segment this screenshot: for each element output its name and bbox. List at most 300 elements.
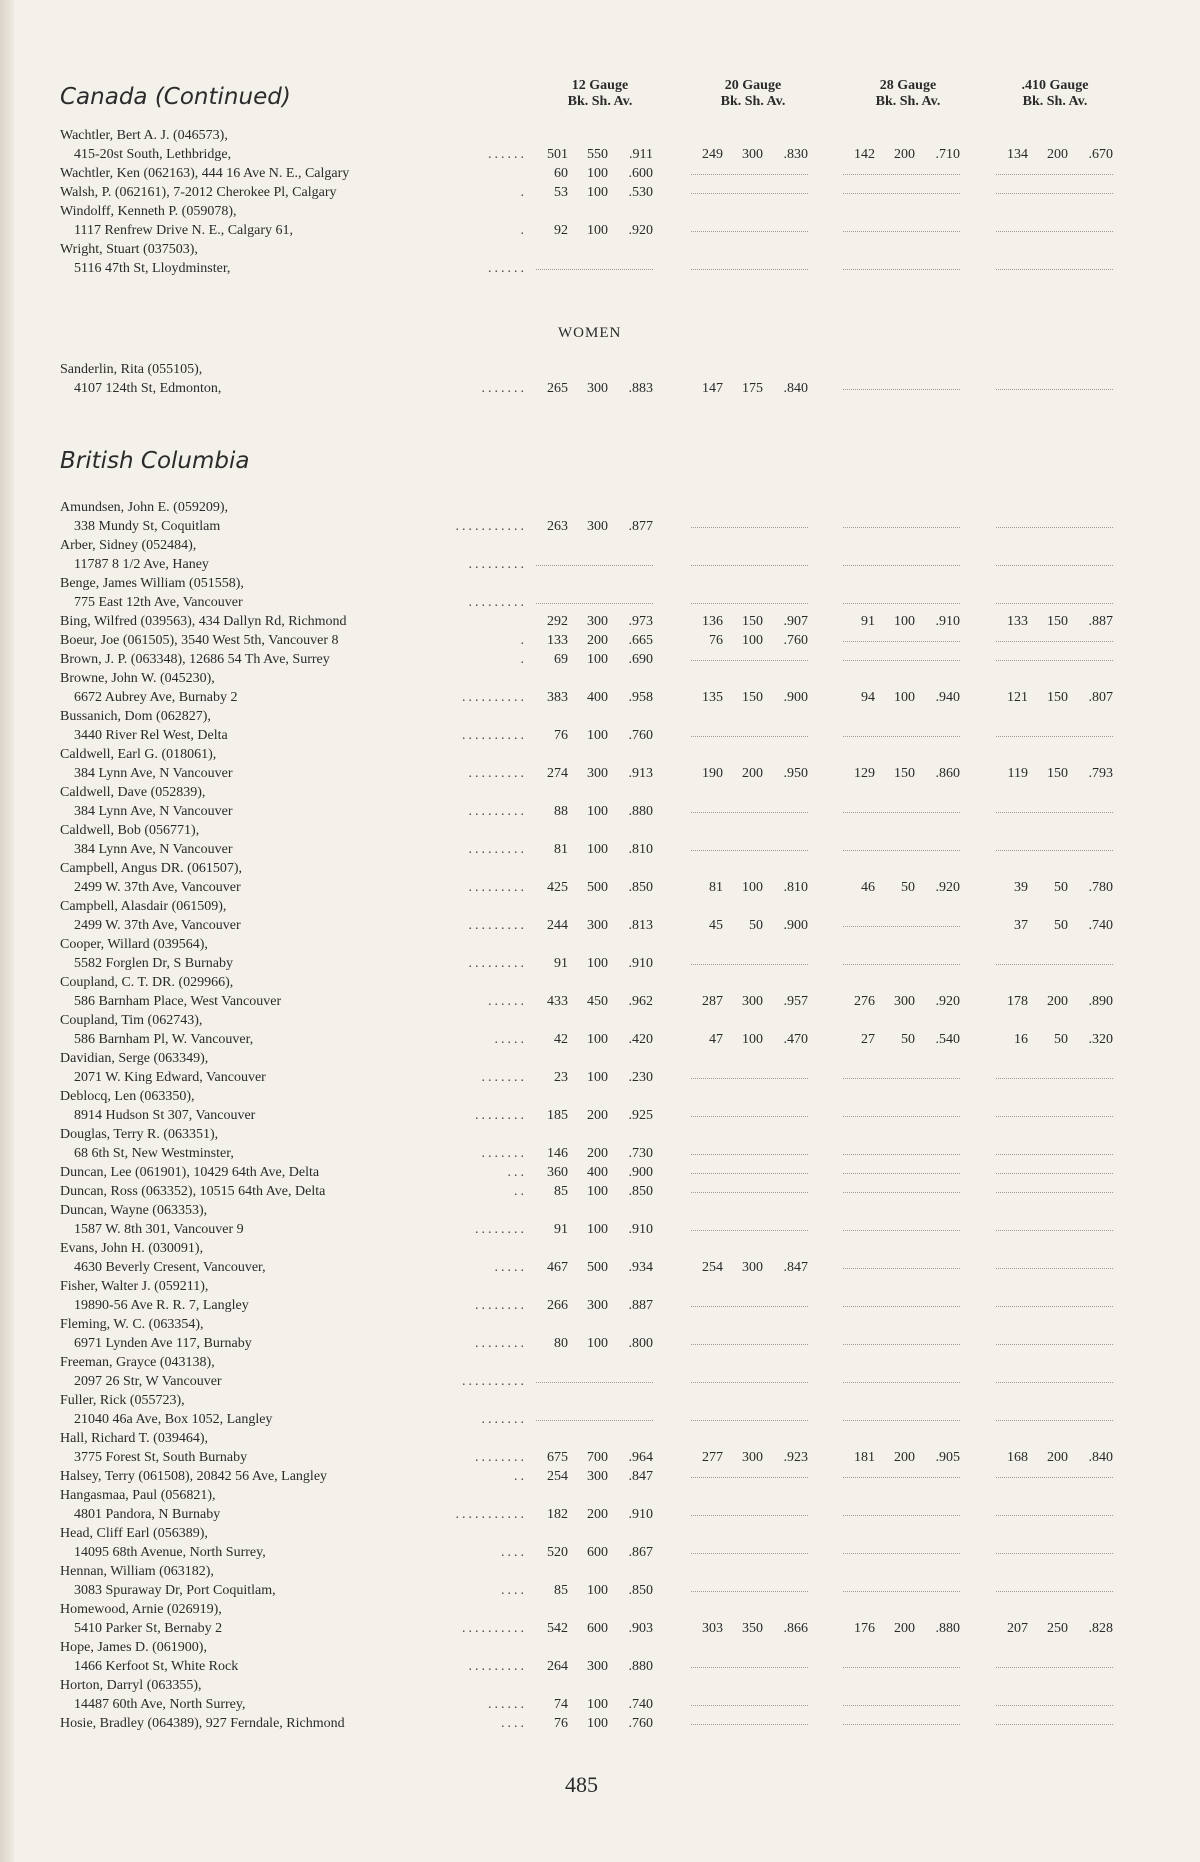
score-broken: 76 [554, 728, 568, 743]
leader-dots: ......... [468, 880, 527, 895]
score-shot: 175 [742, 381, 763, 396]
score-average: .780 [1088, 880, 1113, 895]
empty-score-placeholder [843, 1477, 960, 1478]
score-broken: 520 [547, 1545, 568, 1560]
empty-score-placeholder [691, 1724, 808, 1725]
score-average: .760 [628, 728, 653, 743]
entry-name: Fleming, W. C. (063354), [60, 1317, 204, 1332]
empty-score-placeholder [691, 231, 808, 232]
leader-dots: .. [514, 1184, 527, 1199]
score-average: .600 [628, 166, 653, 181]
entry-scores [0, 1507, 1200, 1526]
empty-score-placeholder [691, 850, 808, 851]
empty-score-placeholder [536, 269, 653, 270]
entry-scores [0, 766, 1200, 785]
score-broken: 74 [554, 1697, 568, 1712]
entry-name: Deblocq, Len (063350), [60, 1089, 195, 1104]
empty-score-placeholder [996, 193, 1113, 194]
score-shot: 100 [894, 614, 915, 629]
score-broken: 249 [702, 147, 723, 162]
score-shot: 400 [587, 1165, 608, 1180]
entry-name: Wright, Stuart (037503), [60, 242, 198, 257]
empty-score-placeholder [843, 174, 960, 175]
score-average: .760 [628, 1716, 653, 1731]
entry-scores [0, 994, 1200, 1013]
empty-score-placeholder [843, 926, 960, 927]
leader-dots: ......... [468, 804, 527, 819]
score-average: .900 [628, 1165, 653, 1180]
score-broken: 178 [1007, 994, 1028, 1009]
entry-scores [0, 1260, 1200, 1279]
leader-dots: ... [507, 1165, 527, 1180]
empty-score-placeholder [996, 1591, 1113, 1592]
list-item [0, 1089, 1200, 1127]
score-shot: 150 [894, 766, 915, 781]
list-item [0, 1678, 1200, 1716]
leader-dots: ....... [481, 381, 527, 396]
entry-name: Halsey, Terry (061508), 20842 56 Ave, Langley [60, 1469, 328, 1484]
empty-score-placeholder [691, 527, 808, 528]
entry-scores [0, 1184, 1200, 1203]
score-broken: 119 [1007, 766, 1028, 781]
score-average: .920 [935, 880, 960, 895]
score-shot: 100 [587, 185, 608, 200]
empty-score-placeholder [843, 389, 960, 390]
leader-dots: ........ [475, 1450, 527, 1465]
empty-score-placeholder [691, 1477, 808, 1478]
score-average: .920 [935, 994, 960, 1009]
empty-score-placeholder [691, 1078, 808, 1079]
score-shot: 300 [587, 1298, 608, 1313]
entry-name: Wachtler, Bert A. J. (046573), [60, 128, 228, 143]
entry-scores [0, 1716, 1200, 1735]
score-shot: 100 [587, 842, 608, 857]
empty-score-placeholder [691, 1420, 808, 1421]
gauge-title: 12 Gauge [571, 78, 629, 93]
score-average: .850 [628, 1583, 653, 1598]
score-shot: 400 [587, 690, 608, 705]
entry-name: Hall, Richard T. (039464), [60, 1431, 209, 1446]
entry-address: 14095 68th Avenue, North Surrey, [74, 1545, 266, 1560]
entry-scores [0, 1165, 1200, 1184]
empty-score-placeholder [996, 527, 1113, 528]
empty-score-placeholder [691, 964, 808, 965]
score-average: .913 [628, 766, 653, 781]
entry-address: 384 Lynn Ave, N Vancouver [74, 842, 233, 857]
leader-dots: ....... [481, 1146, 527, 1161]
entry-scores [0, 147, 1200, 166]
score-shot: 300 [894, 994, 915, 1009]
entry-address: 415-20st South, Lethbridge, [74, 147, 232, 162]
section-title-british-columbia: British Columbia [60, 448, 250, 474]
leader-dots: .......... [462, 728, 527, 743]
score-shot: 100 [587, 1583, 608, 1598]
leader-dots: .... [501, 1583, 527, 1598]
entry-address: 68 6th St, New Westminster, [74, 1146, 234, 1161]
empty-score-placeholder [691, 565, 808, 566]
entry-address: 384 Lynn Ave, N Vancouver [74, 766, 233, 781]
score-average: .950 [783, 766, 808, 781]
leader-dots: . [520, 185, 527, 200]
empty-score-placeholder [996, 1553, 1113, 1554]
entry-name: Hennan, William (063182), [60, 1564, 214, 1579]
entry-name: Fuller, Rick (055723), [60, 1393, 185, 1408]
leader-dots: ......... [468, 595, 527, 610]
entry-address: 14487 60th Ave, North Surrey, [74, 1697, 246, 1712]
score-broken: 266 [547, 1298, 568, 1313]
score-broken: 292 [547, 614, 568, 629]
score-average: .530 [628, 185, 653, 200]
entry-scores [0, 1336, 1200, 1355]
entry-name: Duncan, Ross (063352), 10515 64th Ave, Delta [60, 1184, 326, 1199]
empty-score-placeholder [843, 964, 960, 965]
empty-score-placeholder [843, 269, 960, 270]
score-average: .420 [628, 1032, 653, 1047]
list-item [0, 1564, 1200, 1602]
score-broken: 134 [1007, 147, 1028, 162]
score-average: .847 [628, 1469, 653, 1484]
score-average: .665 [628, 633, 653, 648]
score-shot: 150 [1047, 690, 1068, 705]
score-broken: 88 [554, 804, 568, 819]
score-average: .887 [628, 1298, 653, 1313]
score-shot: 200 [1047, 147, 1068, 162]
list-item [0, 614, 1200, 633]
score-broken: 254 [547, 1469, 568, 1484]
leader-dots: .......... [462, 1621, 527, 1636]
empty-score-placeholder [996, 269, 1113, 270]
score-broken: 81 [554, 842, 568, 857]
entry-scores [0, 956, 1200, 975]
score-average: .800 [628, 1336, 653, 1351]
score-shot: 100 [587, 1184, 608, 1199]
score-shot: 100 [587, 728, 608, 743]
score-broken: 69 [554, 652, 568, 667]
score-broken: 27 [861, 1032, 875, 1047]
empty-score-placeholder [691, 1553, 808, 1554]
score-broken: 60 [554, 166, 568, 181]
empty-score-placeholder [691, 1344, 808, 1345]
score-broken: 81 [709, 880, 723, 895]
leader-dots: ......... [468, 918, 527, 933]
leader-dots: ......... [468, 766, 527, 781]
score-broken: 360 [547, 1165, 568, 1180]
score-shot: 50 [901, 1032, 915, 1047]
score-broken: 244 [547, 918, 568, 933]
list-item [0, 204, 1200, 242]
list-item [0, 861, 1200, 899]
entry-address: 4107 124th St, Edmonton, [74, 381, 222, 396]
empty-score-placeholder [996, 1344, 1113, 1345]
empty-score-placeholder [996, 1116, 1113, 1117]
leader-dots: .......... [462, 690, 527, 705]
entry-name: Boeur, Joe (061505), 3540 West 5th, Vancouver 8 [60, 633, 339, 648]
score-average: .880 [628, 804, 653, 819]
list-item [0, 937, 1200, 975]
women-label: WOMEN [558, 325, 622, 341]
entry-scores [0, 1697, 1200, 1716]
entry-address: 586 Barnham Pl, W. Vancouver, [74, 1032, 254, 1047]
leader-dots: ..... [494, 1032, 527, 1047]
list-item [0, 1431, 1200, 1469]
score-average: .867 [628, 1545, 653, 1560]
entry-scores [0, 1146, 1200, 1165]
list-item [0, 1317, 1200, 1355]
entry-scores [0, 223, 1200, 242]
score-broken: 142 [854, 147, 875, 162]
entry-scores [0, 1412, 1200, 1431]
leader-dots: ........ [475, 1108, 527, 1123]
score-shot: 300 [742, 994, 763, 1009]
empty-score-placeholder [843, 1078, 960, 1079]
entry-address: 384 Lynn Ave, N Vancouver [74, 804, 233, 819]
empty-score-placeholder [536, 1420, 653, 1421]
score-average: .807 [1088, 690, 1113, 705]
entry-name: Campbell, Angus DR. (061507), [60, 861, 242, 876]
empty-score-placeholder [843, 1344, 960, 1345]
score-average: .890 [1088, 994, 1113, 1009]
list-item [0, 1602, 1200, 1640]
list-item [0, 1127, 1200, 1165]
empty-score-placeholder [691, 193, 808, 194]
score-average: .910 [628, 1222, 653, 1237]
score-average: .740 [628, 1697, 653, 1712]
score-shot: 50 [1054, 1032, 1068, 1047]
empty-score-placeholder [843, 1420, 960, 1421]
empty-score-placeholder [996, 812, 1113, 813]
score-average: .957 [783, 994, 808, 1009]
entry-address: 775 East 12th Ave, Vancouver [74, 595, 243, 610]
entry-name: Browne, John W. (045230), [60, 671, 215, 686]
list-item [0, 128, 1200, 166]
entry-address: 3440 River Rel West, Delta [74, 728, 228, 743]
entry-scores [0, 1450, 1200, 1469]
leader-dots: ........... [455, 519, 527, 534]
empty-score-placeholder [843, 850, 960, 851]
entry-name: Hope, James D. (061900), [60, 1640, 207, 1655]
empty-score-placeholder [691, 1306, 808, 1307]
empty-score-placeholder [996, 1154, 1113, 1155]
list-item [0, 1640, 1200, 1678]
score-shot: 300 [587, 918, 608, 933]
score-average: .793 [1088, 766, 1113, 781]
score-average: .925 [628, 1108, 653, 1123]
score-broken: 675 [547, 1450, 568, 1465]
leader-dots: ......... [468, 842, 527, 857]
score-shot: 200 [587, 1146, 608, 1161]
entry-address: 19890-56 Ave R. R. 7, Langley [74, 1298, 249, 1313]
list-item [0, 975, 1200, 1013]
score-average: .883 [628, 381, 653, 396]
score-broken: 265 [547, 381, 568, 396]
score-shot: 150 [742, 614, 763, 629]
score-average: .730 [628, 1146, 653, 1161]
entry-name: Arber, Sidney (052484), [60, 538, 197, 553]
list-item [0, 362, 1200, 400]
entry-address: 3775 Forest St, South Burnaby [74, 1450, 248, 1465]
list-item [0, 633, 1200, 652]
gauge-title: 20 Gauge [724, 78, 782, 93]
empty-score-placeholder [996, 1192, 1113, 1193]
score-average: .923 [783, 1450, 808, 1465]
gauge-columns: Bk. Sh. Av. [720, 94, 786, 109]
leader-dots: ......... [468, 557, 527, 572]
empty-score-placeholder [996, 1477, 1113, 1478]
empty-score-placeholder [996, 1306, 1113, 1307]
score-broken: 53 [554, 185, 568, 200]
score-shot: 100 [587, 1697, 608, 1712]
empty-score-placeholder [996, 389, 1113, 390]
empty-score-placeholder [843, 641, 960, 642]
empty-score-placeholder [996, 1078, 1113, 1079]
entry-name: Walsh, P. (062161), 7-2012 Cherokee Pl, Calgary [60, 185, 337, 200]
empty-score-placeholder [996, 736, 1113, 737]
gauge-columns: Bk. Sh. Av. [875, 94, 941, 109]
score-average: .760 [783, 633, 808, 648]
leader-dots: ......... [468, 1659, 527, 1674]
score-broken: 121 [1007, 690, 1028, 705]
page-number: 485 [565, 1772, 598, 1797]
empty-score-placeholder [996, 1724, 1113, 1725]
entry-address: 338 Mundy St, Coquitlam [74, 519, 221, 534]
list-item [0, 538, 1200, 576]
entry-address: 2097 26 Str, W Vancouver [74, 1374, 222, 1389]
entry-name: Horton, Darryl (063355), [60, 1678, 202, 1693]
list-item [0, 576, 1200, 614]
list-item [0, 1393, 1200, 1431]
entry-scores [0, 1070, 1200, 1089]
leader-dots: ........ [475, 1336, 527, 1351]
entry-scores [0, 1469, 1200, 1488]
leader-dots: .......... [462, 1374, 527, 1389]
score-average: .934 [628, 1260, 653, 1275]
entry-address: 586 Barnham Place, West Vancouver [74, 994, 282, 1009]
score-average: .847 [783, 1260, 808, 1275]
score-average: .920 [628, 223, 653, 238]
score-broken: 47 [709, 1032, 723, 1047]
score-broken: 181 [854, 1450, 875, 1465]
empty-score-placeholder [691, 660, 808, 661]
list-item [0, 1184, 1200, 1203]
empty-score-placeholder [843, 1724, 960, 1725]
entry-scores [0, 1298, 1200, 1317]
empty-score-placeholder [843, 1154, 960, 1155]
score-broken: 136 [702, 614, 723, 629]
score-broken: 425 [547, 880, 568, 895]
score-shot: 600 [587, 1545, 608, 1560]
score-average: .910 [935, 614, 960, 629]
empty-score-placeholder [536, 565, 653, 566]
empty-score-placeholder [843, 812, 960, 813]
gauge-header-12 [535, 78, 665, 110]
gauge-title: .410 Gauge [1021, 78, 1089, 93]
empty-score-placeholder [843, 1306, 960, 1307]
score-broken: 91 [861, 614, 875, 629]
empty-score-placeholder [996, 603, 1113, 604]
leader-dots: ........ [475, 1222, 527, 1237]
score-broken: 39 [1014, 880, 1028, 895]
list-item [0, 185, 1200, 204]
score-broken: 146 [547, 1146, 568, 1161]
empty-score-placeholder [996, 660, 1113, 661]
score-broken: 185 [547, 1108, 568, 1123]
entry-scores [0, 918, 1200, 937]
entry-name: Hangasmaa, Paul (056821), [60, 1488, 216, 1503]
empty-score-placeholder [843, 1116, 960, 1117]
leader-dots: ....... [481, 1412, 527, 1427]
score-shot: 150 [1047, 614, 1068, 629]
score-average: .540 [935, 1032, 960, 1047]
list-item [0, 1203, 1200, 1241]
score-broken: 147 [702, 381, 723, 396]
score-average: .880 [628, 1659, 653, 1674]
list-item [0, 1469, 1200, 1488]
list-item [0, 1241, 1200, 1279]
score-average: .964 [628, 1450, 653, 1465]
entry-name: Fisher, Walter J. (059211), [60, 1279, 209, 1294]
score-average: .850 [628, 880, 653, 895]
entry-scores [0, 1108, 1200, 1127]
entry-scores [0, 261, 1200, 280]
score-shot: 600 [587, 1621, 608, 1636]
empty-score-placeholder [996, 1705, 1113, 1706]
leader-dots: ........... [455, 1507, 527, 1522]
leader-dots: . [520, 223, 527, 238]
score-average: .810 [783, 880, 808, 895]
gauge-header-20 [688, 78, 818, 110]
entry-address: 5582 Forglen Dr, S Burnaby [74, 956, 234, 971]
score-shot: 100 [742, 1032, 763, 1047]
entry-name: Duncan, Wayne (063353), [60, 1203, 208, 1218]
entry-scores [0, 166, 1200, 185]
list-item [0, 652, 1200, 671]
score-broken: 254 [702, 1260, 723, 1275]
score-shot: 100 [587, 1222, 608, 1237]
entry-scores [0, 1621, 1200, 1640]
entry-address: 8914 Hudson St 307, Vancouver [74, 1108, 256, 1123]
entry-address: 5116 47th St, Lloydminster, [74, 261, 231, 276]
score-shot: 200 [894, 147, 915, 162]
score-broken: 46 [861, 880, 875, 895]
list-item [0, 671, 1200, 709]
empty-score-placeholder [843, 660, 960, 661]
score-broken: 85 [554, 1583, 568, 1598]
entry-name: Freeman, Grayce (043138), [60, 1355, 215, 1370]
score-broken: 264 [547, 1659, 568, 1674]
list-item [0, 1051, 1200, 1089]
score-average: .962 [628, 994, 653, 1009]
empty-score-placeholder [996, 1515, 1113, 1516]
score-average: .903 [628, 1621, 653, 1636]
score-average: .850 [628, 1184, 653, 1199]
score-average: .230 [628, 1070, 653, 1085]
entry-name: Brown, J. P. (063348), 12686 54 Th Ave, Surrey [60, 652, 330, 667]
list-item [0, 1716, 1200, 1735]
score-broken: 277 [702, 1450, 723, 1465]
score-shot: 100 [587, 1716, 608, 1731]
empty-score-placeholder [996, 1230, 1113, 1231]
leader-dots: ....... [481, 1070, 527, 1085]
entry-scores [0, 804, 1200, 823]
empty-score-placeholder [843, 1382, 960, 1383]
leader-dots: ......... [468, 956, 527, 971]
score-shot: 500 [587, 1260, 608, 1275]
score-average: .320 [1088, 1032, 1113, 1047]
entry-name: Caldwell, Bob (056771), [60, 823, 200, 838]
score-shot: 100 [894, 690, 915, 705]
score-average: .828 [1088, 1621, 1113, 1636]
list-item [0, 1526, 1200, 1564]
